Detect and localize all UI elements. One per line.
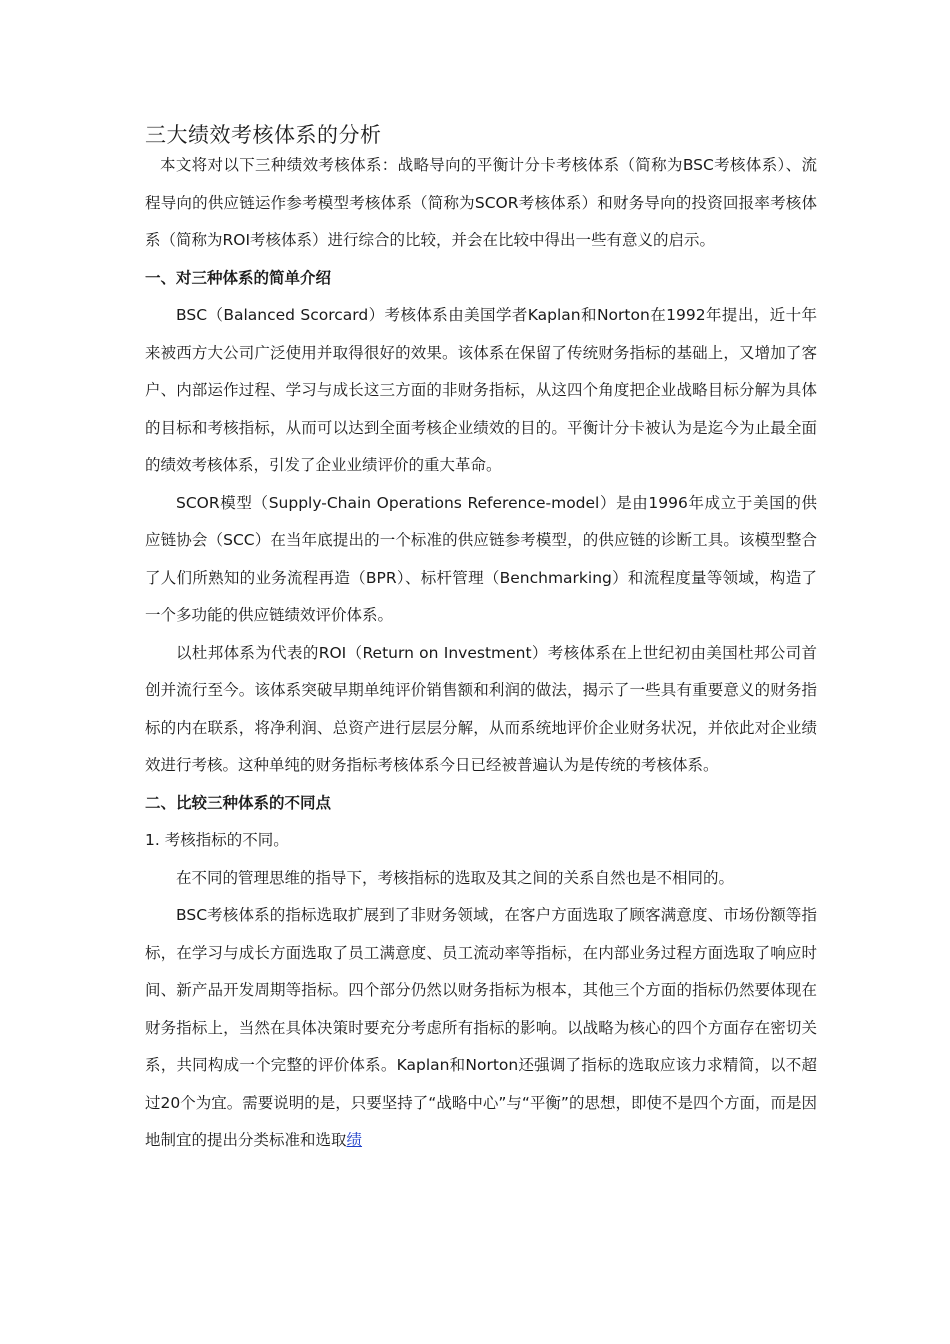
scor-paragraph: SCOR模型（Supply-Chain Operations Reference-model）是由1996年成立于美国的供应链协会（SCC）在当年底提出的一个标准的供应链参考模型，的供应链的诊断工具。该模型整合了人们所熟知的业务流程再造（BPR）、标杆管理（Benchmarking）和流程度量等领域，构造了一个多功能的供应链绩效评价体系。 — [145, 493, 817, 624]
subsection-1-text: 在不同的管理思维的指导下，考核指标的选取及其之间的关系自然也是不相同的。 — [176, 868, 735, 887]
performance-link[interactable]: 绩 — [346, 1131, 363, 1149]
document-title: 三大绩效考核体系的分析 — [145, 123, 382, 147]
bsc-text-before: BSC（Balanced Scorcard）考核体系由美国学者Kaplan和Norton在1992年提出，近十年来被西方大公司广泛使用并取得很好的效果。该体系在保留了传统财务指标的基础上，又增加了客户、内部运作过程、学习与成长这三方面的非财务指标，从这四个角度把企业战略目标分解为具体的目标和考核指标，从而可以达到全面考核企业绩效的目的。平衡计分卡被认为是迄今为止最全面的 — [145, 306, 817, 474]
bsc-paragraph — [145, 297, 817, 485]
section-heading-2: 二、比较三种体系的不同点 — [145, 793, 332, 812]
intro-paragraph: 本文将对以下三种绩效考核体系：战略导向的平衡计分卡考核体系（简称为BSC考核体系）、流程导向的供应链运作参考模型考核体系（简称为SCOR考核体系）和财务导向的投资回报率考核体系（简称为ROI考核体系）进行综合的比较，并会在比较中得出一些有意义的启示。 — [145, 156, 817, 249]
bsc-indicators-text: BSC考核体系的指标选取扩展到了非财务领域，在客户方面选取了顾客满意度、市场份额等指标，在学习与成长方面选取了员工满意度、员工流动率等指标，在内部业务过程方面选取了响应时间、新产品开发周期等指标。四个部分仍然以财务指标为根本，其他三个方面的指标仍然要体现在财务指标上，当然在具体决策时要充分考虑所有指标的影响。以战略为核心的四个方面存在密切关系，共同构成一个完整的评价体系。Kaplan和Norton还强调了指标的选取应该力求精简，以不超过20个为宜。需要说明的是，只要坚持了“战略中心”与“平衡”的思想，即使不是四个方面，而是因地制宜的提出分类标准和选取 — [145, 906, 817, 1149]
bsc-keyword: 绩效考核 — [160, 456, 223, 474]
bsc-indicators-paragraph — [145, 897, 817, 1160]
subsection-heading-1: 1. 考核指标的不同。 — [145, 831, 289, 849]
bsc-text-after: 体系，引发了企业业绩评价的重大革命。 — [222, 456, 502, 474]
section-heading-1: 一、对三种体系的简单介绍 — [145, 268, 332, 287]
document-page — [145, 120, 817, 1160]
roi-paragraph: 以杜邦体系为代表的ROI（Return on Investment）考核体系在上世纪初由美国杜邦公司首创并流行至今。该体系突破早期单纯评价销售额和利润的做法，揭示了一些具有重要意义的财务指标的内在联系，将净利润、总资产进行层层分解，从而系统地评价企业财务状况，并依此对企业绩效进行考核。这种单纯的财务指标考核体系今日已经被普遍认为是传统的考核体系。 — [145, 643, 817, 774]
